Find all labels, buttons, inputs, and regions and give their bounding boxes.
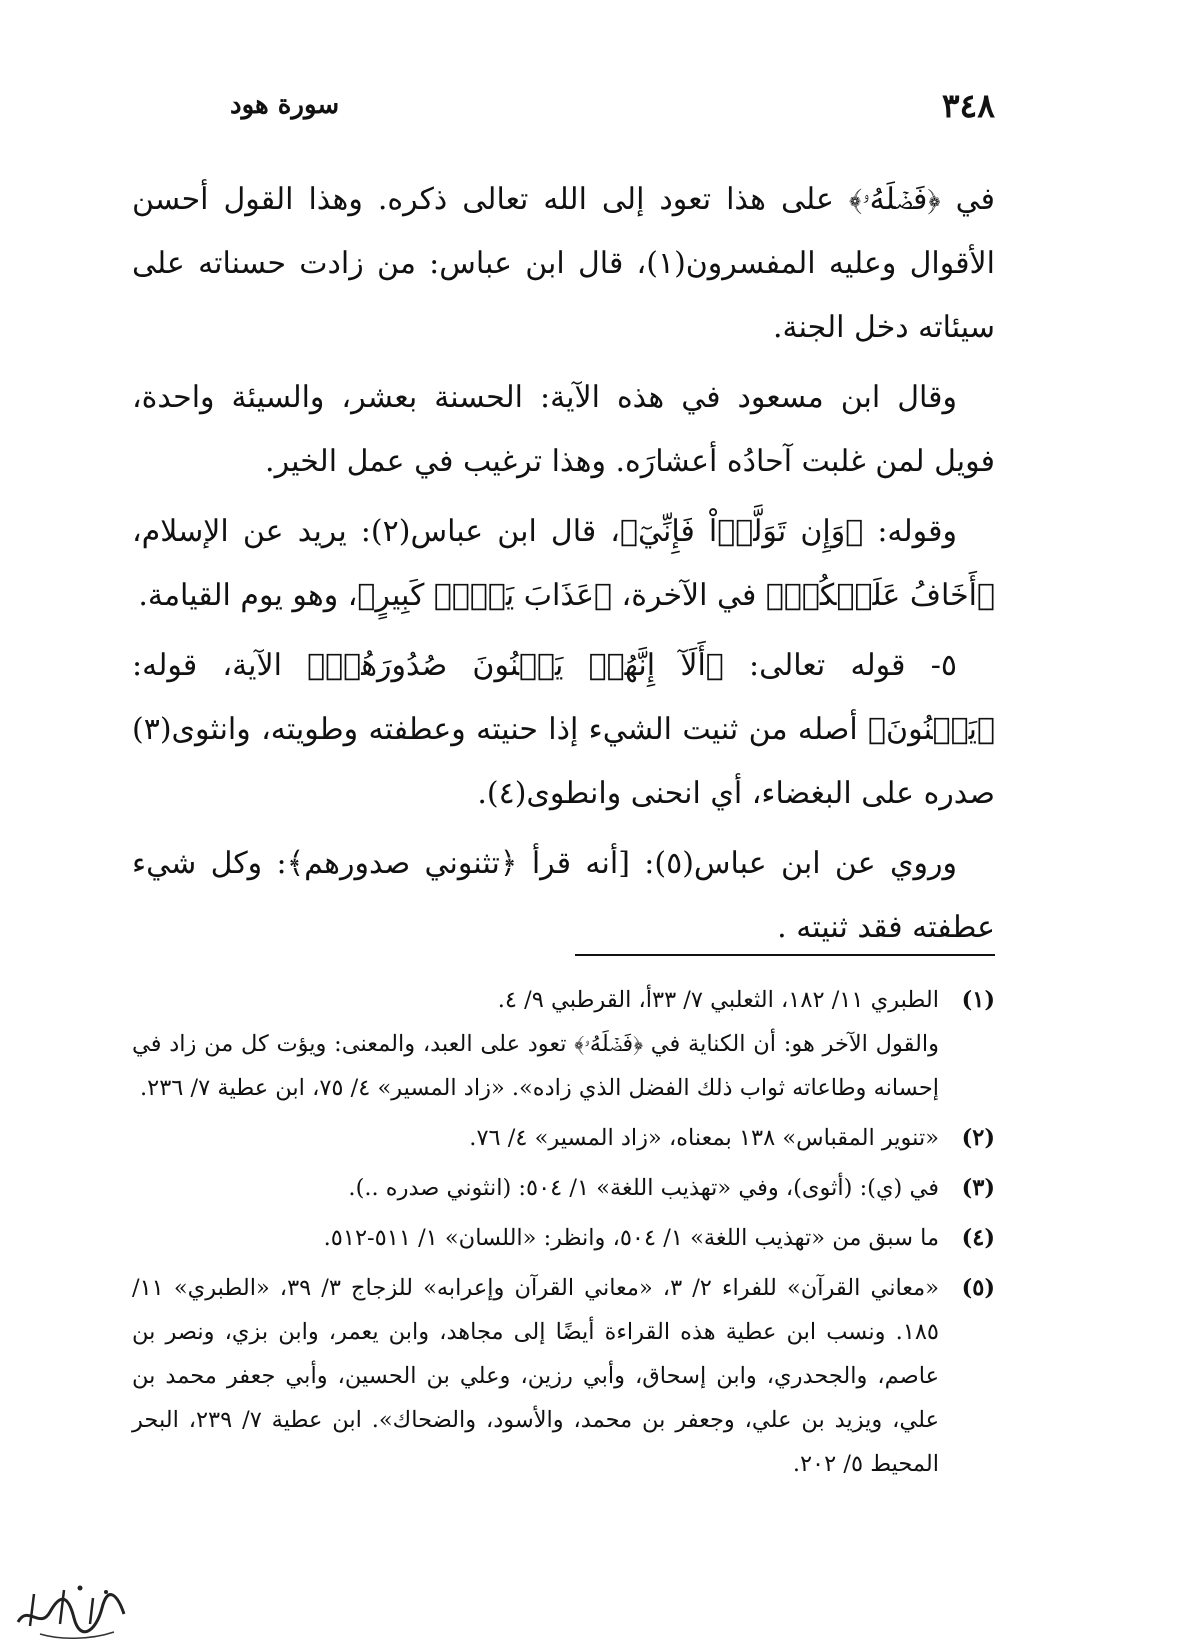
footnote-text: ما سبق من «تهذيب اللغة» ١/ ٥٠٤، وانظر: «اللسان» ١/ ٥١١-٥١٢. xyxy=(323,1225,939,1251)
footnote-number: (١) xyxy=(961,987,995,1013)
footnote-3 xyxy=(132,1166,995,1210)
footnote-4 xyxy=(132,1216,995,1260)
footnote-text: والقول الآخر هو: أن الكناية في ﴿فَضۡلَهُۥ﴾ تعود على العبد، والمعنى: ويؤت كل من زاد في إحسانه وطاعاته ثواب ذلك الفضل الذي زاده». «زاد المسير» ٤/ ٧٥، ابن عطية ٧/ ٢٣٦. xyxy=(132,1031,939,1101)
calligraphy-logo-icon xyxy=(10,1574,130,1644)
footnote-number: (٣) xyxy=(961,1175,995,1201)
footnote-1 xyxy=(132,978,995,1110)
running-title: سورة هود xyxy=(230,90,340,120)
footnote-2 xyxy=(132,1116,995,1160)
footnote-text: «تنوير المقباس» ١٣٨ بمعناه، «زاد المسير» ٤/ ٧٦. xyxy=(469,1125,939,1151)
footnote-text: في (ي): (أثوى)، وفي «تهذيب اللغة» ١/ ٥٠٤: (انثوني صدره ..). xyxy=(348,1175,939,1201)
footnote-number: (٢) xyxy=(961,1125,995,1151)
footnote-separator xyxy=(575,954,995,956)
footnotes xyxy=(132,978,995,1486)
page-header xyxy=(230,80,995,130)
footnote-number: (٤) xyxy=(961,1225,995,1251)
main-text xyxy=(132,168,995,966)
paragraph-1: في ﴿فَضۡلَهُۥ﴾ على هذا تعود إلى الله تعالى ذكره. وهذا القول أحسن الأقوال وعليه المفسرون(١)، قال ابن عباس: من زادت حسناته على سيئاته دخل الجنة. xyxy=(132,182,995,345)
paragraph-5: وروي عن ابن عباس(٥): [أنه قرأ ﴿تثنوني صدورهم﴾: وكل شيء عطفته فقد ثنيته . xyxy=(132,846,995,945)
paragraph-4: ٥- قوله تعالى: ﴿أَلَآ إِنَّهُمۡ يَثۡنُونَ صُدُورَهُمۡ﴾ الآية، قوله: ﴿يَثۡنُونَ﴾ أصله من ثنيت الشيء إذا حنيته وعطفته وطويته، وانثوى(٣) صدره على البغضاء، أي انحنى وانطوى(٤). xyxy=(132,648,995,811)
footnote-text: «معاني القرآن» للفراء ٢/ ٣، «معاني القرآن وإعرابه» للزجاج ٣/ ٣٩، «الطبري» ١١/ ١٨٥. ونسب ابن عطية هذه القراءة أيضًا إلى مجاهد، وابن يعمر، وابن بزي، ونصر بن عاصم، والجحدري، وابن إسحاق، وأبي رزين، وعلي بن الحسين، وأبي جعفر محمد بن علي، ويزيد بن علي، وجعفر بن محمد، والأسود، والضحاك». ابن عطية ٧/ ٢٣٩، البحر المحيط ٥/ ٢٠٢. xyxy=(132,1275,939,1477)
footnote-5 xyxy=(132,1266,995,1486)
footnote-text: الطبري ١١/ ١٨٢، الثعلبي ٧/ ٣٣أ، القرطبي ٩/ ٤. xyxy=(497,987,939,1013)
paragraph-2: وقال ابن مسعود في هذه الآية: الحسنة بعشر، والسيئة واحدة، فويل لمن غلبت آحادُه أعشارَه. وهذا ترغيب في عمل الخير. xyxy=(132,380,995,479)
paragraph-3: وقوله: ﴿وَإِن تَوَلَّوۡاْ فَإِنِّيٓ﴾، قال ابن عباس(٢): يريد عن الإسلام، ﴿أَخَافُ عَلَيۡكُمۡ﴾ في الآخرة، ﴿عَذَابَ يَوۡمٖ كَبِيرٍ﴾، وهو يوم القيامة. xyxy=(132,514,995,613)
footnote-number: (٥) xyxy=(961,1275,995,1301)
page-number: ٣٤٨ xyxy=(941,86,995,125)
